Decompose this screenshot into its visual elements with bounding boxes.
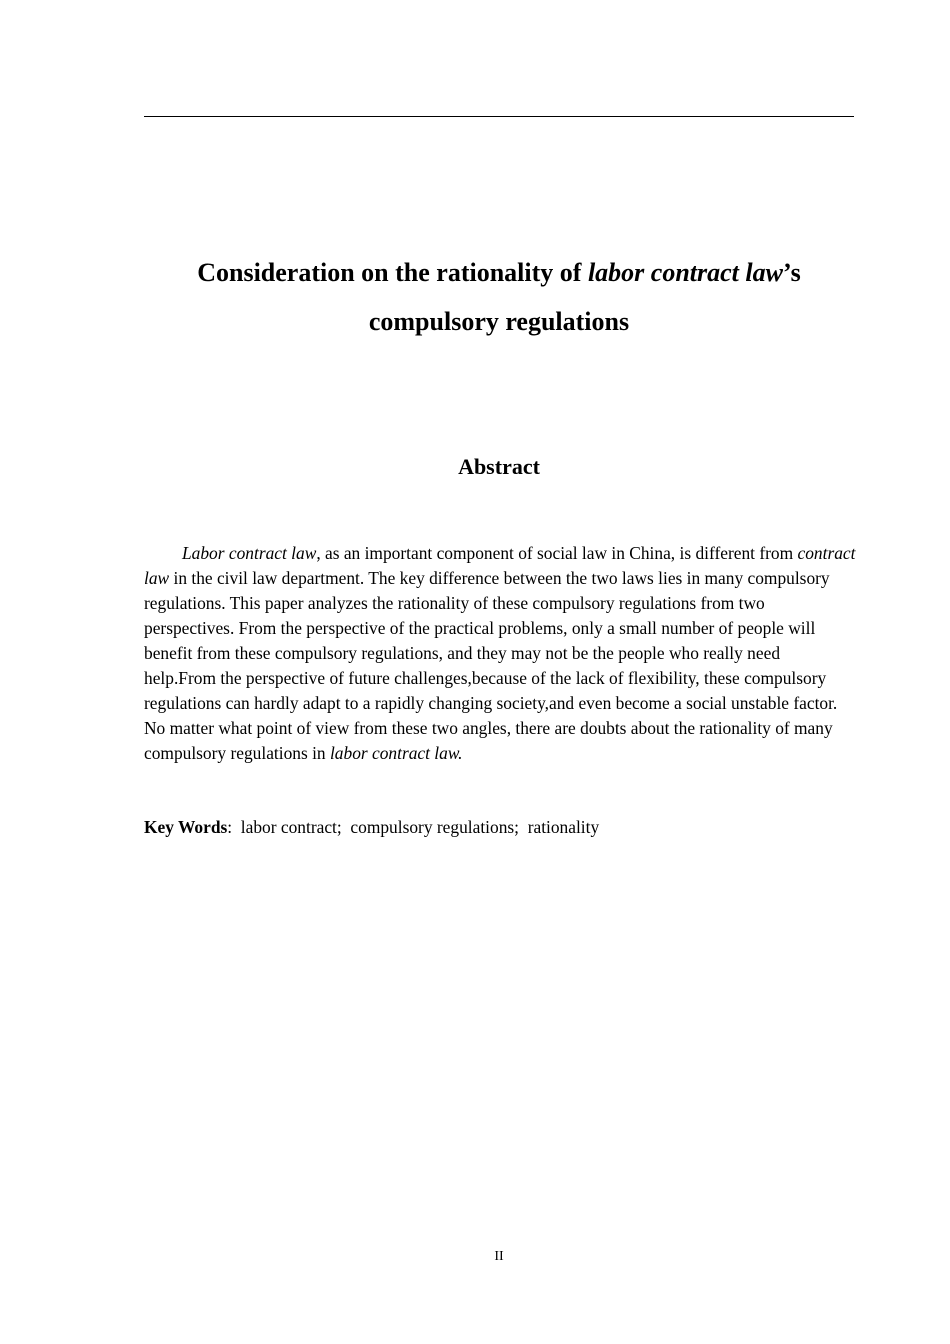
- keywords-label: Key Words: [144, 817, 228, 837]
- abstract-italic-3: labor contract law.: [329, 743, 463, 763]
- abstract-italic-1: Labor contract law: [182, 543, 317, 563]
- title-text-part2: ’s: [782, 258, 801, 287]
- keyword-item: rationality: [527, 817, 600, 837]
- keyword-item: compulsory regulations: [350, 817, 515, 837]
- abstract-heading: Abstract: [458, 454, 540, 479]
- paper-title: [144, 248, 854, 346]
- header-rule: [144, 116, 854, 117]
- keywords-line: [144, 815, 854, 840]
- keyword-separator: ;: [336, 817, 351, 837]
- keyword-separator: ;: [514, 817, 528, 837]
- title-line2: compulsory regulations: [368, 307, 630, 336]
- abstract-text-1: , as an important component of social law in China, is different from: [316, 543, 798, 563]
- title-text-part1: Consideration on the rationality of: [197, 258, 588, 287]
- page-number: II: [494, 1249, 504, 1264]
- title-italic-term: labor contract law: [587, 258, 783, 287]
- keywords-separator: :: [227, 817, 241, 837]
- abstract-text-2: in the civil law department. The key difference between the two laws lies in many compulsory regulations. This paper analyzes the rationality of these compulsory regulations from two perspectives. From the perspective of the practical problems, only a small number of people will benefit from these compulsory regulations, and they may not be the people who really need help.From the perspective of future challenges,because of the lack of flexibility, these compulsory regulations can hardly adapt to a rapidly changing society,and even become a social unstable factor. No matter what point of view from these two angles, there are doubts about the rationality of many compulsory regulations in: [144, 568, 838, 763]
- keyword-item: labor contract: [240, 817, 337, 837]
- abstract-body: [144, 541, 856, 766]
- abstract-italic-2: contract law: [144, 543, 856, 588]
